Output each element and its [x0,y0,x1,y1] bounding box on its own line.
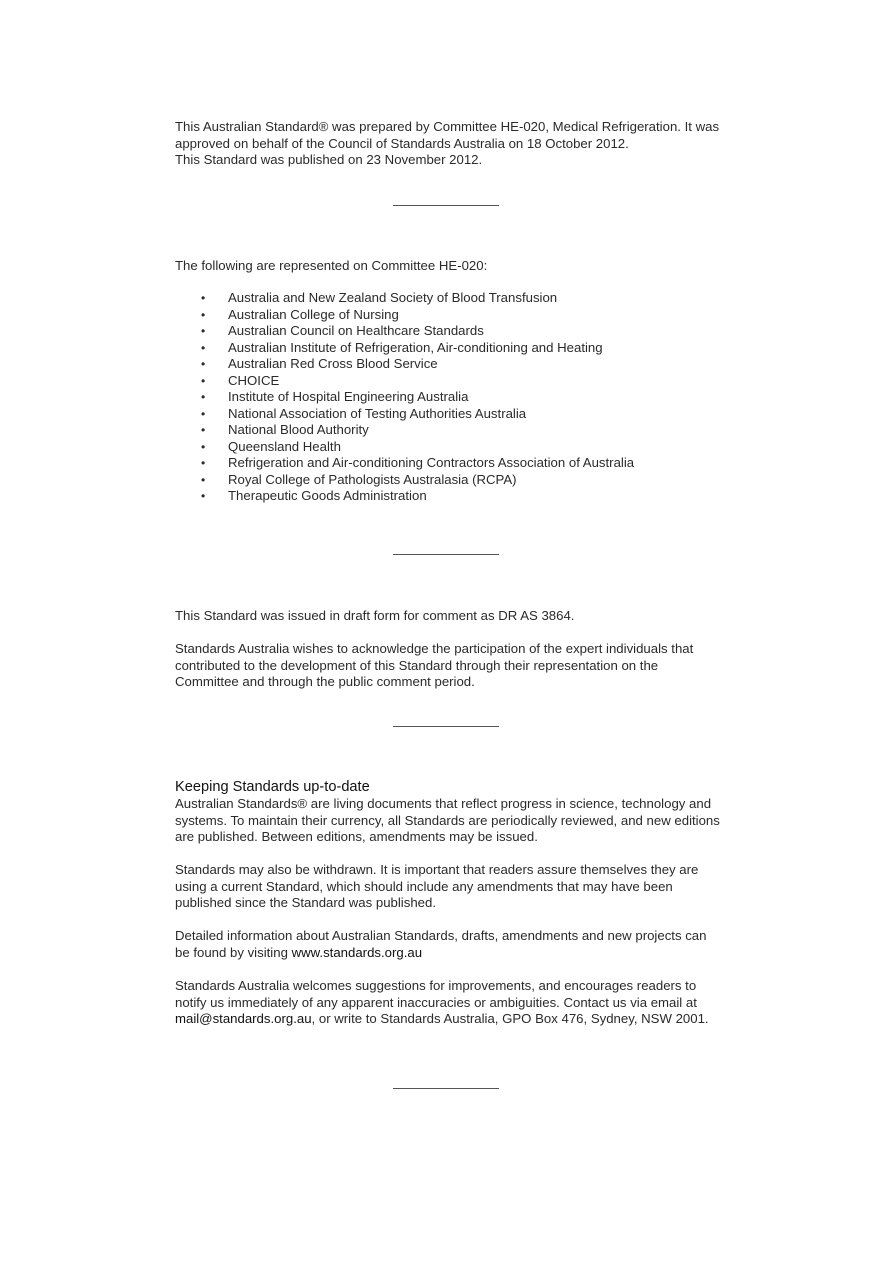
section-divider [393,726,499,727]
website-paragraph [175,928,735,961]
bullet-icon: • [201,357,206,371]
acknowledgement-paragraph [175,641,735,691]
paragraph-line: Detailed information about Australian Standards, drafts, amendments and new projects can [175,928,707,943]
bullet-icon: • [201,406,206,421]
list-item [175,307,735,324]
contact-paragraph [175,978,735,1028]
paragraph-line: systems. To maintain their currency, all Standards are periodically reviewed, and new editions [175,812,720,828]
preparation-paragraph [175,119,735,169]
section-divider [393,1088,499,1089]
acknowledgement-line-3: Committee and through the public comment period. [175,674,475,689]
bullet-icon: • [201,340,206,355]
publication-date-line: This Standard was published on 23 November 2012. [175,152,483,167]
preparation-line-1: This Australian Standard® was prepared by Committee HE-020, Medical Refrigeration. It was [175,119,720,134]
bullet-icon: • [201,439,206,454]
paragraph-line: Australian Standards® are living documents that reflect progress in science, technology and [175,796,712,811]
bullet-icon: • [201,489,206,503]
paragraph-line [175,945,735,962]
paragraph-line: using a current Standard, which should include any amendments that may have been [175,878,673,894]
acknowledgement-line-1: Standards Australia wishes to acknowledge the participation of the expert individuals that [175,641,694,656]
draft-issued-text: This Standard was issued in draft form for comment as DR AS 3864. [175,608,575,623]
paragraph-line: are published. Between editions, amendments may be issued. [175,829,538,844]
member-name: National Blood Authority [228,422,369,437]
preparation-line-2: approved on behalf of the Council of Standards Australia on 18 October 2012. [175,135,629,151]
member-name: Royal College of Pathologists Australasia (RCPA) [228,471,517,487]
list-item [175,406,735,423]
list-item [175,439,735,456]
member-name: Australian Institute of Refrigeration, Air-conditioning and Heating [228,339,603,355]
bullet-icon: • [201,324,206,338]
section-heading: Keeping Standards up-to-date [175,779,370,795]
withdrawn-paragraph [175,862,735,912]
list-item [175,422,735,439]
paragraph-text: be found by visiting [175,944,292,960]
committee-intro: The following are represented on Committee HE-020: [175,258,488,273]
section-divider [393,554,499,555]
living-documents-paragraph [175,796,735,846]
member-name: Therapeutic Goods Administration [228,488,427,503]
member-name: CHOICE [228,372,280,388]
email-link[interactable]: mail@standards.org.au [175,1011,312,1026]
paragraph-line: Standards Australia welcomes suggestions for improvements, and encourages readers to [175,978,697,993]
section-divider [393,205,499,206]
website-link[interactable]: www.standards.org.au [291,944,423,960]
member-name: Australian Red Cross Blood Service [228,356,438,371]
member-name: Refrigeration and Air-conditioning Contractors Association of Australia [228,455,635,470]
paragraph-line: published since the Standard was published. [175,895,436,910]
bullet-icon: • [201,423,206,437]
bullet-icon: • [201,472,206,487]
member-name: Australian College of Nursing [228,306,399,322]
list-item [175,340,735,357]
list-item [175,455,735,472]
committee-member-list [175,290,735,505]
paragraph-line [175,1011,735,1028]
acknowledgement-line-2: contributed to the development of this Standard through their representation on the [175,657,659,673]
bullet-icon: • [201,373,206,388]
paragraph-text: , or write to Standards Australia, GPO Box 476, Sydney, NSW 2001. [311,1011,709,1026]
bullet-icon: • [201,307,206,322]
member-name: Australian Council on Healthcare Standards [228,323,484,338]
member-name: Australia and New Zealand Society of Blood Transfusion [228,290,558,305]
member-name: Institute of Hospital Engineering Australia [228,389,469,404]
list-item [175,472,735,489]
bullet-icon: • [201,291,206,305]
paragraph-line: notify us immediately of any apparent inaccuracies or ambiguities. Contact us via email at [175,994,697,1010]
list-item [175,323,735,340]
bullet-icon: • [201,456,206,470]
paragraph-line: Standards may also be withdrawn. It is important that readers assure themselves they are [175,862,699,877]
list-item [175,488,735,505]
list-item [175,389,735,406]
list-item [175,290,735,307]
bullet-icon: • [201,390,206,404]
list-item [175,356,735,373]
member-name: National Association of Testing Authorities Australia [228,405,527,421]
list-item [175,373,735,390]
member-name: Queensland Health [228,438,341,454]
